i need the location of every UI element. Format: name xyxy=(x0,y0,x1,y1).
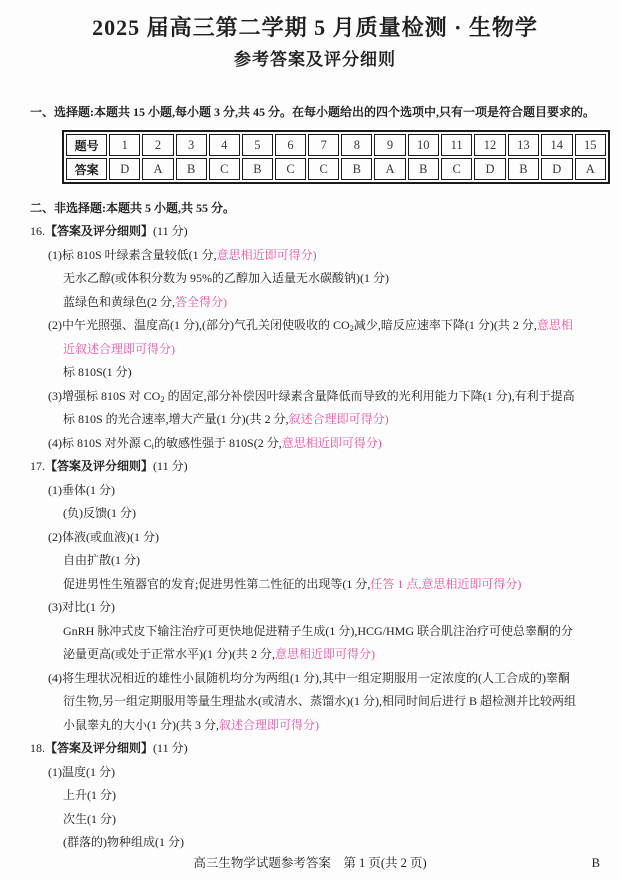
question-number-cell: 7 xyxy=(308,134,339,156)
answer-letter-cell: A xyxy=(142,158,173,180)
question-header-label: 【答案及评分细则】 xyxy=(45,459,154,473)
footer-page-info: 高三生物学试题参考答案 第 1 页(共 2 页) xyxy=(193,856,427,870)
answer-letter-cell: A xyxy=(374,158,405,180)
answer-letter-cell: C xyxy=(209,158,240,180)
answer-text: (1)温度(1 分) xyxy=(48,764,115,779)
row-header-cell: 答案 xyxy=(66,158,107,180)
section1-heading: 一、选择题:本题共 15 小题,每小题 3 分,共 45 分。在每小题给出的四个选项中,只有一项是符合题目要求的。 xyxy=(30,105,595,119)
question-number-cell: 5 xyxy=(242,134,273,156)
question-number-cell: 8 xyxy=(341,134,372,156)
answer-text: i xyxy=(151,440,155,451)
answer-text: 衍生物,另一组定期服用等量生理盐水(或清水、蒸馏水)(1 分),相同时间后进行 B 超检测并比较两组 xyxy=(63,694,576,708)
question-points: (11 分) xyxy=(153,459,188,473)
question-number-cell: 4 xyxy=(209,134,240,156)
grading-note-text: 意思相近即可得分) xyxy=(274,647,375,661)
question-number-cell: 14 xyxy=(541,134,572,156)
answer-text: (1)垂体(1 分) xyxy=(48,482,115,497)
question-header xyxy=(30,220,610,244)
grading-note-text: 意思相 xyxy=(536,318,573,332)
answer-text: GnRH 脉冲式皮下输注治疗可更快地促进精子生成(1 分),HCG/HMG 联合肌注治疗可使总睾酮的分 xyxy=(63,623,574,638)
answer-text: (3)对比(1 分) xyxy=(48,600,115,614)
question-number-cell: 1 xyxy=(109,134,140,156)
question-number: 18. xyxy=(30,741,45,755)
answer-text: (1)标 810S 叶绿素含量较低(1 分, xyxy=(48,247,217,262)
answer-letter-cell: B xyxy=(176,158,207,180)
question-number-row xyxy=(66,134,606,156)
answer-text: (群落的)物种组成(1 分) xyxy=(63,835,184,849)
answer-letter-cell: A xyxy=(575,158,607,180)
answer-letter-cell: B xyxy=(508,158,539,180)
question-block xyxy=(30,220,610,455)
question-number-cell: 13 xyxy=(508,134,539,156)
answer-letter-cell: D xyxy=(109,158,140,180)
answer-line xyxy=(30,314,610,338)
question-number-cell: 2 xyxy=(142,134,173,156)
question-number-cell: 11 xyxy=(441,134,472,156)
answer-text: 促进男性生殖器官的发育;促进男性第二性征的出现等(1 分, xyxy=(63,576,371,591)
answer-text: 的固定,部分补偿因叶绿素含量降低而导致的光利用能力下降(1 分),有利于提高 xyxy=(164,388,575,403)
answer-text: (负)反馈(1 分) xyxy=(63,506,136,520)
page-title: 2025 届高三第二学期 5 月质量检测 · 生物学 xyxy=(92,15,538,40)
section2-heading: 二、非选择题:本题共 5 小题,共 55 分。 xyxy=(30,201,235,215)
page-subtitle: 参考答案及评分细则 xyxy=(234,50,396,69)
answer-letter-cell: B xyxy=(341,158,372,180)
page-footer xyxy=(0,854,620,872)
answer-line xyxy=(30,338,610,362)
answer-text: 自由扩散(1 分) xyxy=(63,553,140,567)
answer-text: (2)体液(或血液)(1 分) xyxy=(48,529,159,544)
answer-line xyxy=(30,502,610,526)
question-number: 17. xyxy=(30,459,45,473)
question-header xyxy=(30,737,610,761)
question-number-cell: 3 xyxy=(176,134,207,156)
answer-line xyxy=(30,526,610,550)
answer-line xyxy=(30,361,610,385)
answer-letter-row xyxy=(66,158,606,180)
answer-text: 小鼠睾丸的大小(1 分)(共 3 分, xyxy=(63,717,219,732)
question-number-cell: 10 xyxy=(408,134,439,156)
answer-line xyxy=(30,432,610,456)
answer-line xyxy=(30,549,610,573)
question-points: (11 分) xyxy=(153,224,188,238)
grading-note-text: 意思相近即可得分) xyxy=(281,435,382,450)
answer-table-body xyxy=(66,134,606,180)
grading-note-text: 意思相近即可得分) xyxy=(216,247,317,262)
answer-line xyxy=(30,620,610,644)
answer-letter-cell: B xyxy=(408,158,439,180)
answer-line xyxy=(30,667,610,691)
answer-text: 上升(1 分) xyxy=(63,788,116,802)
question-points: (11 分) xyxy=(153,741,188,755)
answer-letter-cell: D xyxy=(474,158,505,180)
answer-text: 无水乙醇(或体积分数为 95%的乙醇加入适量无水碳酸钠)(1 分) xyxy=(63,271,389,285)
question-header xyxy=(30,455,610,479)
answer-line xyxy=(30,573,610,597)
answer-line xyxy=(30,385,610,409)
answer-line xyxy=(30,479,610,503)
answer-text: (4)标 810S 对外源 C xyxy=(48,435,152,450)
answer-letter-cell: C xyxy=(441,158,472,180)
question-header-label: 【答案及评分细则】 xyxy=(45,741,154,755)
answer-text: 蓝绿色和黄绿色(2 分, xyxy=(63,294,175,309)
question-number-cell: 6 xyxy=(275,134,306,156)
answer-text: 标 810S(1 分) xyxy=(63,365,132,379)
answer-line xyxy=(30,408,610,432)
answer-text: 泌量更高(或处于正常水平)(1 分)(共 2 分, xyxy=(63,647,275,661)
questions-container xyxy=(30,220,610,855)
question-number-cell: 9 xyxy=(374,134,405,156)
answer-line xyxy=(30,643,610,667)
question-header-label: 【答案及评分细则】 xyxy=(45,224,154,238)
question-block xyxy=(30,455,610,737)
answer-line xyxy=(30,244,610,268)
question-number-cell: 15 xyxy=(575,134,607,156)
answer-text: 2 xyxy=(160,393,165,404)
answer-line xyxy=(30,761,610,785)
row-header-cell: 题号 xyxy=(66,134,107,156)
answer-letter-cell: D xyxy=(541,158,572,180)
answer-line xyxy=(30,690,610,714)
answer-line xyxy=(30,714,610,738)
answer-line xyxy=(30,267,610,291)
grading-note-text: 叙述合理即可得分) xyxy=(288,412,389,426)
grading-note-text: 答全得分) xyxy=(175,294,227,309)
answer-text: (4)将生理状况相近的雄性小鼠随机均分为两组(1 分),其中一组定期服用一定浓度的(人工合成的)睾酮 xyxy=(48,670,570,685)
answer-text: 标 810S 的光合速率,增大产量(1 分)(共 2 分, xyxy=(63,412,289,426)
multiple-choice-answer-table xyxy=(62,130,610,184)
answer-line xyxy=(30,291,610,315)
answer-text: 次生(1 分) xyxy=(63,811,116,826)
answer-text: 减少,暗反应速率下降(1 分)(共 2 分, xyxy=(353,318,537,332)
grading-note-text: 任答 1 点,意思相近即可得分) xyxy=(370,576,522,591)
answer-line xyxy=(30,808,610,832)
answer-text: (3)增强标 810S 对 CO xyxy=(48,388,161,403)
answer-letter-cell: C xyxy=(275,158,306,180)
question-number-cell: 12 xyxy=(474,134,505,156)
answer-line xyxy=(30,831,610,855)
answer-line xyxy=(30,596,610,620)
grading-note-text: 叙述合理即可得分) xyxy=(219,717,319,732)
answer-text: 的敏感性强于 810S(2 分, xyxy=(154,435,282,450)
question-block xyxy=(30,737,610,855)
footer-version-label: B xyxy=(591,856,600,870)
answer-line xyxy=(30,784,610,808)
answer-text: 2 xyxy=(349,323,354,333)
answer-letter-cell: B xyxy=(242,158,273,180)
grading-note-text: 近叙述合理即可得分) xyxy=(63,341,175,356)
answer-text: (2)中午光照强、温度高(1 分),(部分)气孔关闭使吸收的 CO xyxy=(48,318,350,332)
answer-letter-cell: C xyxy=(308,158,339,180)
question-number: 16. xyxy=(30,224,45,238)
